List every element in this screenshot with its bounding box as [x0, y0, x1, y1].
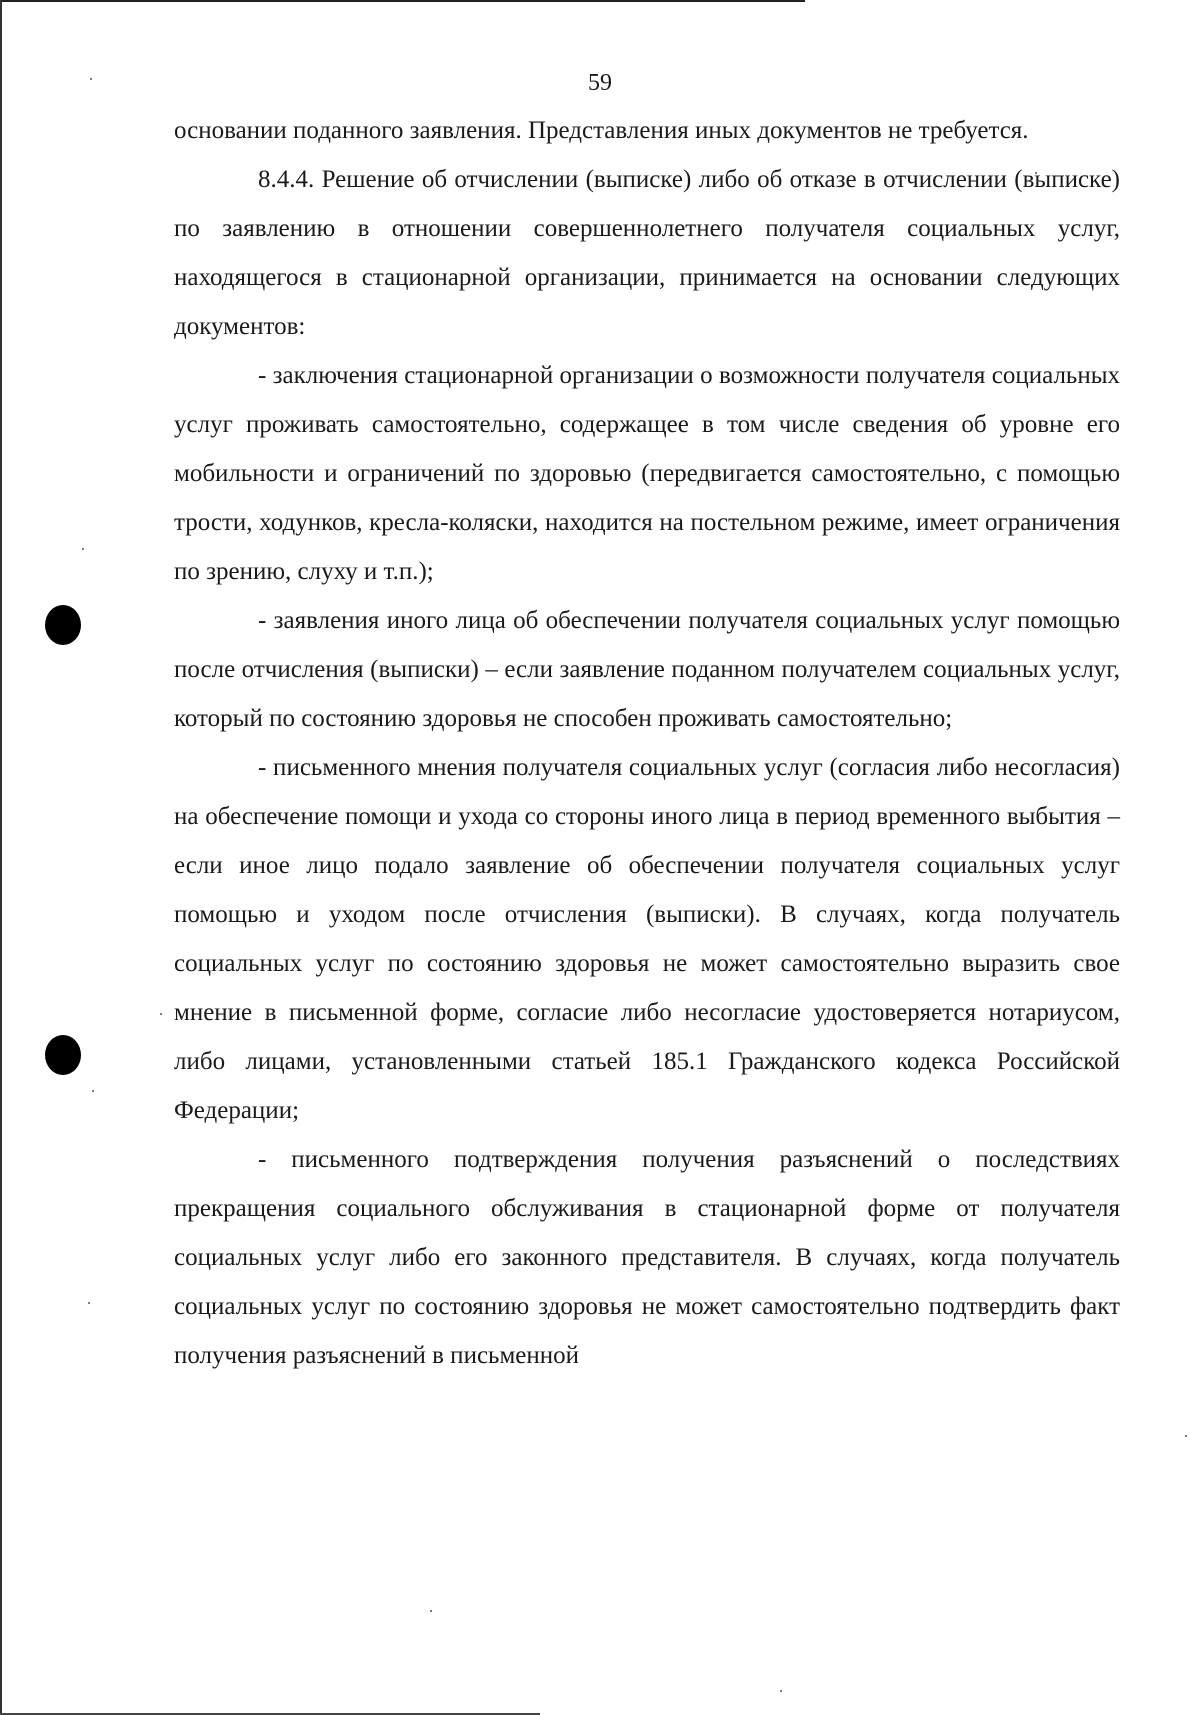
scan-speck	[160, 1013, 162, 1015]
list-item-application: - заявления иного лица об обеспечении получателя социальных услуг помощью после отчисления (выписки) – если заявление поданном получателем социальных услуг, который по состоянию здоровья не способен проживать самостоятельно;	[174, 607, 1120, 732]
list-item-conclusion: - заключения стационарной организации о возможности получателя социальных услуг проживать самостоятельно, содержащее в том числе сведения об уровне его мобильности и ограничений по здоровью (передвигается самостоятельно, с помощью трости, ходунков, кресла-коляски, находится на постельном режиме, имеет ограничения по зрению, слуху и т.п.);	[174, 362, 1120, 585]
scan-speck	[1185, 1435, 1187, 1437]
punch-hole-mark	[45, 1035, 81, 1075]
scan-speck	[92, 1090, 94, 1092]
page-number: 59	[588, 70, 612, 96]
list-item-written-confirmation: - письменного подтверждения получения разъяснений о последствиях прекращения социального обслуживания в стационарной форме от получателя социальных услуг либо его законного представителя. В случаях, когда получатель социальных услуг по состоянию здоровья не может самостоятельно подтвердить факт получения разъяснений в письменной	[174, 1146, 1120, 1369]
scan-speck	[430, 1610, 432, 1612]
document-body	[174, 106, 1120, 1380]
scan-speck	[780, 1690, 782, 1692]
paragraph-clause-8-4-4: 8.4.4. Решение об отчислении (выписке) либо об отказе в отчислении (выписке) по заявлению в отношении совершеннолетнего получателя социальных услуг, находящегося в стационарной организации, принимается на основании следующих документов:	[174, 166, 1120, 340]
scan-speck	[88, 1302, 90, 1304]
paragraph-continuation: основании поданного заявления. Представления иных документов не требуется.	[174, 117, 1029, 144]
list-item-written-opinion: - письменного мнения получателя социальных услуг (согласия либо несогласия) на обеспечение помощи и ухода со стороны иного лица в период временного выбытия – если иное лицо подало заявление об обеспечении получателя социальных услуг помощью и уходом после отчисления (выписки). В случаях, когда получатель социальных услуг по состоянию здоровья не может самостоятельно выразить свое мнение в письменной форме, согласие либо несогласие удостоверяется нотариусом, либо лицами, установленными статьей 185.1 Гражданского кодекса Российской Федерации;	[174, 754, 1120, 1124]
scan-border-top	[0, 0, 805, 2]
punch-hole-mark	[45, 605, 81, 645]
scan-speck	[82, 548, 84, 550]
scan-border-left	[0, 0, 2, 1715]
